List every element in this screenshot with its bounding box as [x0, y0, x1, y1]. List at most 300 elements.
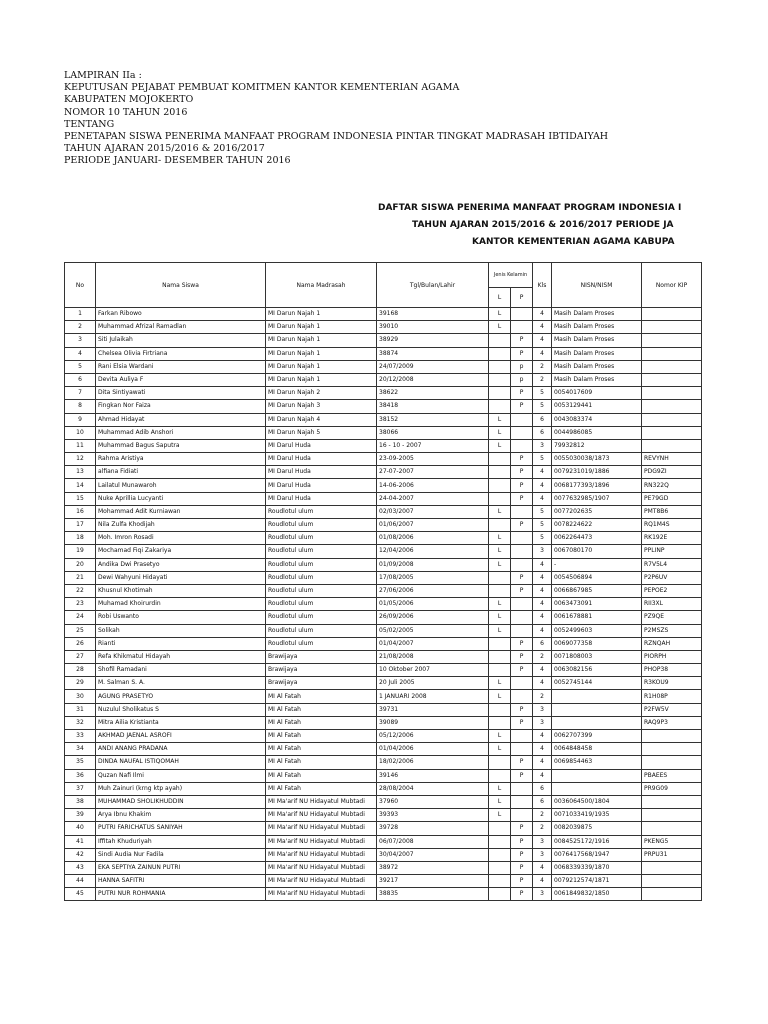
cell-p: p [511, 373, 533, 386]
title-line-2: TAHUN AJARAN 2015/2016 & 2016/2017 PERIODE JA [412, 220, 674, 230]
cell-tgl-lahir: 12/04/2006 [377, 545, 489, 558]
cell-p [511, 690, 533, 703]
cell-nama-siswa: Chelsea Olivia Firtriana [96, 347, 266, 360]
table-row [65, 861, 702, 874]
header-line: KABUPATEN MOJOKERTO [64, 94, 194, 106]
cell-nama-madrasah: Roudlotul ulum [266, 545, 377, 558]
cell-nisn: 0077202635 [552, 505, 642, 518]
cell-p: p [511, 360, 533, 373]
cell-no: 25 [65, 624, 96, 637]
table-row [65, 308, 702, 321]
cell-nama-siswa: Ahmad Hidayat [96, 413, 266, 426]
cell-no: 38 [65, 795, 96, 808]
cell-kip [642, 888, 702, 901]
cell-nisn: 0068177393/1896 [552, 479, 642, 492]
cell-l: L [489, 505, 511, 518]
cell-kip [642, 347, 702, 360]
cell-nama-siswa: Moh. Imron Rosadi [96, 532, 266, 545]
cell-no: 23 [65, 598, 96, 611]
cell-kip: PR9G09 [642, 782, 702, 795]
cell-kls: 4 [533, 743, 552, 756]
cell-tgl-lahir: 39731 [377, 703, 489, 716]
cell-nama-madrasah: Roudlotul ulum [266, 611, 377, 624]
cell-nisn: Masih Dalam Proses [552, 360, 642, 373]
cell-kip [642, 795, 702, 808]
cell-kip: RZNQAH [642, 637, 702, 650]
cell-nama-siswa: Nuzulul Sholikatus S [96, 703, 266, 716]
cell-nama-siswa: Devita Auliya F [96, 373, 266, 386]
header-line: LAMPIRAN IIa : [64, 70, 142, 81]
cell-kls: 4 [533, 479, 552, 492]
cell-nama-siswa: Arya Ibnu Khakim [96, 809, 266, 822]
cell-nisn: 0071033419/1935 [552, 809, 642, 822]
header-line: TAHUN AJARAN 2015/2016 & 2016/2017 [64, 143, 265, 155]
cell-l [489, 650, 511, 663]
cell-kip [642, 321, 702, 334]
cell-kip: R7V5L4 [642, 558, 702, 571]
cell-p [511, 611, 533, 624]
header-line: NOMOR 10 TAHUN 2016 [64, 106, 188, 118]
cell-no: 36 [65, 769, 96, 782]
cell-tgl-lahir: 01/04/2006 [377, 743, 489, 756]
cell-kls: 3 [533, 835, 552, 848]
cell-nama-madrasah: MI Darun Najah 4 [266, 413, 377, 426]
cell-nisn: 0084525172/1916 [552, 835, 642, 848]
cell-nama-madrasah: MI Al Fatah [266, 730, 377, 743]
cell-nisn: Masih Dalam Proses [552, 373, 642, 386]
cell-l [489, 835, 511, 848]
cell-no: 33 [65, 730, 96, 743]
cell-p: P [511, 519, 533, 532]
cell-nama-siswa: alfiana Fidiati [96, 466, 266, 479]
cell-nama-siswa: EKA SEPTIYA ZAINUN PUTRI [96, 861, 266, 874]
cell-kip [642, 373, 702, 386]
header-line: PENETAPAN SISWA PENERIMA MANFAAT PROGRAM INDONESIA PINTAR TINGKAT MADRASAH IBTIDAIYAH [64, 130, 609, 142]
table-row [65, 453, 702, 466]
cell-p [511, 782, 533, 795]
cell-p [511, 532, 533, 545]
cell-l [489, 848, 511, 861]
cell-p [511, 439, 533, 452]
cell-kls: 4 [533, 321, 552, 334]
cell-tgl-lahir: 38972 [377, 861, 489, 874]
cell-nama-madrasah: MI Al Fatah [266, 782, 377, 795]
table-row [65, 558, 702, 571]
cell-nama-madrasah: MI Darun Najah 1 [266, 360, 377, 373]
cell-nama-siswa: Refa Khikmatul Hidayah [96, 650, 266, 663]
cell-nisn: 0068339339/1870 [552, 861, 642, 874]
cell-kip: PBAEES [642, 769, 702, 782]
cell-nama-madrasah: MI Darun Najah 1 [266, 373, 377, 386]
cell-nisn: 0079212574/1871 [552, 875, 642, 888]
cell-kls: 2 [533, 360, 552, 373]
cell-p: P [511, 492, 533, 505]
cell-kls: 3 [533, 545, 552, 558]
cell-nisn: 0078224622 [552, 519, 642, 532]
cell-l [489, 861, 511, 874]
cell-nisn: 0063082156 [552, 664, 642, 677]
cell-tgl-lahir: 23-09-2005 [377, 453, 489, 466]
cell-nisn: 0036064500/1804 [552, 795, 642, 808]
cell-nama-siswa: Mitra Ailia Kristianta [96, 716, 266, 729]
cell-kip: RII3XL [642, 598, 702, 611]
cell-kip: PKENG5 [642, 835, 702, 848]
cell-p: P [511, 835, 533, 848]
cell-p: P [511, 479, 533, 492]
cell-nama-madrasah: MI Al Fatah [266, 703, 377, 716]
cell-l [489, 334, 511, 347]
cell-l [489, 492, 511, 505]
cell-no: 43 [65, 861, 96, 874]
header-nama-siswa: Nama Siswa [96, 263, 266, 308]
cell-nisn: 0061849832/1850 [552, 888, 642, 901]
cell-no: 18 [65, 532, 96, 545]
cell-nama-siswa: Quzan Nafi Ilmi [96, 769, 266, 782]
cell-p: P [511, 756, 533, 769]
cell-p: P [511, 387, 533, 400]
cell-tgl-lahir: 24-04-2007 [377, 492, 489, 505]
cell-kls: 2 [533, 690, 552, 703]
cell-no: 21 [65, 571, 96, 584]
cell-nisn: Masih Dalam Proses [552, 347, 642, 360]
cell-p [511, 743, 533, 756]
cell-l [489, 519, 511, 532]
cell-nama-madrasah: MI Darun Najah 1 [266, 334, 377, 347]
cell-no: 27 [65, 650, 96, 663]
cell-nama-siswa: ANDI ANANG PRADANA [96, 743, 266, 756]
cell-kls: 3 [533, 716, 552, 729]
table-row [65, 822, 702, 835]
cell-l: L [489, 782, 511, 795]
table-row [65, 387, 702, 400]
cell-nama-madrasah: MI Ma'arif NU Hidayatul Mubtadi [266, 875, 377, 888]
cell-no: 12 [65, 453, 96, 466]
cell-l [489, 875, 511, 888]
cell-nama-madrasah: MI Darun Najah 1 [266, 321, 377, 334]
cell-kip: RAQ9P3 [642, 716, 702, 729]
cell-nama-madrasah: Roudlotul ulum [266, 558, 377, 571]
cell-kip [642, 387, 702, 400]
cell-tgl-lahir: 39010 [377, 321, 489, 334]
cell-nama-madrasah: MI Darun Najah 1 [266, 347, 377, 360]
cell-kip [642, 400, 702, 413]
cell-p [511, 677, 533, 690]
table-title [368, 200, 768, 251]
cell-l: L [489, 426, 511, 439]
cell-no: 35 [65, 756, 96, 769]
cell-nisn [552, 769, 642, 782]
cell-l [489, 716, 511, 729]
cell-kip: P2P6UV [642, 571, 702, 584]
cell-nama-siswa: Dewi Wahyuni Hidayati [96, 571, 266, 584]
cell-no: 45 [65, 888, 96, 901]
cell-l: L [489, 677, 511, 690]
cell-no: 39 [65, 809, 96, 822]
cell-nisn [552, 782, 642, 795]
cell-tgl-lahir: 38418 [377, 400, 489, 413]
cell-kip: RN322Q [642, 479, 702, 492]
cell-tgl-lahir: 39146 [377, 769, 489, 782]
cell-nisn: 0082039875 [552, 822, 642, 835]
cell-p [511, 795, 533, 808]
cell-kls: 6 [533, 426, 552, 439]
cell-p [511, 809, 533, 822]
cell-kip [642, 822, 702, 835]
table-row [65, 439, 702, 452]
cell-p: P [511, 769, 533, 782]
cell-tgl-lahir: 27-07-2007 [377, 466, 489, 479]
cell-kls: 6 [533, 413, 552, 426]
table-row [65, 334, 702, 347]
cell-no: 17 [65, 519, 96, 532]
cell-kls: 4 [533, 624, 552, 637]
cell-kls: 4 [533, 308, 552, 321]
cell-nama-siswa: Fingkan Nor Faiza [96, 400, 266, 413]
cell-l [489, 479, 511, 492]
table-row [65, 637, 702, 650]
cell-nama-siswa: Mochamad Fiqi Zakariya [96, 545, 266, 558]
cell-no: 19 [65, 545, 96, 558]
cell-no: 37 [65, 782, 96, 795]
table-row [65, 875, 702, 888]
cell-l [489, 637, 511, 650]
cell-nama-siswa: Muhammad Bagus Saputra [96, 439, 266, 452]
cell-kls: 5 [533, 532, 552, 545]
cell-nama-madrasah: Brawijaya [266, 664, 377, 677]
cell-p: P [511, 637, 533, 650]
cell-kip [642, 875, 702, 888]
cell-no: 22 [65, 584, 96, 597]
cell-nisn: 0053129441 [552, 400, 642, 413]
cell-tgl-lahir: 24/07/2009 [377, 360, 489, 373]
cell-nama-siswa: Nuke Aprillia Lucyanti [96, 492, 266, 505]
cell-nama-madrasah: Roudlotul ulum [266, 532, 377, 545]
cell-l: L [489, 439, 511, 452]
cell-tgl-lahir: 16 - 10 - 2007 [377, 439, 489, 452]
cell-kip [642, 413, 702, 426]
cell-no: 15 [65, 492, 96, 505]
cell-p [511, 730, 533, 743]
cell-nama-madrasah: Roudlotul ulum [266, 598, 377, 611]
table-row [65, 782, 702, 795]
cell-nama-siswa: Mohammad Adit Kurniawan [96, 505, 266, 518]
cell-p: P [511, 875, 533, 888]
cell-l: L [489, 743, 511, 756]
cell-no: 31 [65, 703, 96, 716]
cell-nama-siswa: Solikah [96, 624, 266, 637]
cell-nisn [552, 703, 642, 716]
cell-p: P [511, 347, 533, 360]
cell-nama-madrasah: Brawijaya [266, 650, 377, 663]
header-p: P [511, 288, 533, 308]
cell-l [489, 584, 511, 597]
cell-nisn: 0069854463 [552, 756, 642, 769]
cell-tgl-lahir: 38929 [377, 334, 489, 347]
cell-nisn: 0043083374 [552, 413, 642, 426]
cell-l [489, 664, 511, 677]
cell-nama-siswa: Muhammad Adib Anshori [96, 426, 266, 439]
cell-no: 28 [65, 664, 96, 677]
cell-tgl-lahir: 20 Juli 2005 [377, 677, 489, 690]
cell-nama-siswa: AGUNG PRASETYO [96, 690, 266, 703]
table-row [65, 400, 702, 413]
cell-nama-madrasah: MI Ma'arif NU Hidayatul Mubtadi [266, 795, 377, 808]
cell-no: 2 [65, 321, 96, 334]
cell-nama-madrasah: Roudlotul ulum [266, 624, 377, 637]
cell-kls: 5 [533, 387, 552, 400]
cell-nisn: 79932812 [552, 439, 642, 452]
table-row [65, 848, 702, 861]
cell-kls: 3 [533, 439, 552, 452]
cell-kls: 4 [533, 730, 552, 743]
cell-nama-siswa: Farkan Ribowo [96, 308, 266, 321]
cell-nama-siswa: Siti Julaikah [96, 334, 266, 347]
cell-tgl-lahir: 39393 [377, 809, 489, 822]
table-row [65, 769, 702, 782]
cell-nisn: 0069077358 [552, 637, 642, 650]
cell-l [489, 822, 511, 835]
cell-tgl-lahir: 01/04/2007 [377, 637, 489, 650]
cell-no: 3 [65, 334, 96, 347]
cell-nama-siswa: Dita Sintiyawati [96, 387, 266, 400]
cell-tgl-lahir: 10 Oktober 2007 [377, 664, 489, 677]
cell-nama-siswa: Nila Zulfa Khodijah [96, 519, 266, 532]
cell-no: 34 [65, 743, 96, 756]
cell-nisn: 0061678881 [552, 611, 642, 624]
cell-nama-madrasah: Roudlotul ulum [266, 571, 377, 584]
cell-p [511, 426, 533, 439]
cell-tgl-lahir: 38874 [377, 347, 489, 360]
cell-tgl-lahir: 21/08/2008 [377, 650, 489, 663]
cell-kls: 4 [533, 571, 552, 584]
cell-kip: P2FW5V [642, 703, 702, 716]
cell-kls: 4 [533, 584, 552, 597]
cell-kip [642, 439, 702, 452]
cell-l: L [489, 413, 511, 426]
cell-no: 6 [65, 373, 96, 386]
table-row [65, 479, 702, 492]
table-row [65, 835, 702, 848]
student-table [64, 262, 702, 901]
cell-nama-madrasah: MI Darul Huda [266, 453, 377, 466]
cell-p [511, 624, 533, 637]
cell-nama-madrasah: MI Al Fatah [266, 690, 377, 703]
cell-no: 41 [65, 835, 96, 848]
cell-no: 30 [65, 690, 96, 703]
table-row [65, 677, 702, 690]
cell-nama-madrasah: MI Al Fatah [266, 769, 377, 782]
cell-nama-siswa: Robi Uswanto [96, 611, 266, 624]
cell-kls: 4 [533, 598, 552, 611]
cell-nama-madrasah: Roudlotul ulum [266, 505, 377, 518]
cell-tgl-lahir: 38835 [377, 888, 489, 901]
cell-nama-madrasah: MI Ma'arif NU Hidayatul Mubtadi [266, 861, 377, 874]
cell-tgl-lahir: 28/08/2004 [377, 782, 489, 795]
cell-nama-siswa: Muhammad Afrizal Ramadlan [96, 321, 266, 334]
cell-no: 40 [65, 822, 96, 835]
cell-no: 11 [65, 439, 96, 452]
cell-no: 44 [65, 875, 96, 888]
cell-nisn: 0064848458 [552, 743, 642, 756]
cell-kip: R1H08P [642, 690, 702, 703]
cell-tgl-lahir: 39728 [377, 822, 489, 835]
cell-kip [642, 308, 702, 321]
table-row [65, 743, 702, 756]
cell-p: P [511, 650, 533, 663]
cell-nisn: 0067080170 [552, 545, 642, 558]
cell-kip: RK192E [642, 532, 702, 545]
cell-nama-siswa: Andika Dwi Prasetyo [96, 558, 266, 571]
cell-nisn: 0062707399 [552, 730, 642, 743]
cell-kls: 2 [533, 650, 552, 663]
cell-tgl-lahir: 39089 [377, 716, 489, 729]
header-jenis-kelamin: Jenis Kelamin [489, 263, 533, 288]
cell-tgl-lahir: 26/09/2006 [377, 611, 489, 624]
table-row [65, 664, 702, 677]
cell-nama-madrasah: MI Al Fatah [266, 756, 377, 769]
cell-kip: PDG9ZI [642, 466, 702, 479]
cell-tgl-lahir: 38152 [377, 413, 489, 426]
table-row [65, 519, 702, 532]
cell-no: 1 [65, 308, 96, 321]
header-kls: Kls [533, 263, 552, 308]
cell-l [489, 453, 511, 466]
cell-kip: PHOP38 [642, 664, 702, 677]
cell-kip [642, 809, 702, 822]
cell-p: P [511, 888, 533, 901]
cell-kls: 4 [533, 769, 552, 782]
cell-p [511, 321, 533, 334]
cell-nama-madrasah: MI Darul Huda [266, 492, 377, 505]
table-row [65, 650, 702, 663]
cell-nama-madrasah: Brawijaya [266, 677, 377, 690]
cell-nisn: 0044986085 [552, 426, 642, 439]
cell-nama-siswa: Rahma Aristiya [96, 453, 266, 466]
cell-kip: PE79GD [642, 492, 702, 505]
table-row [65, 492, 702, 505]
cell-l: L [489, 624, 511, 637]
table-row [65, 703, 702, 716]
cell-kip: PRPU31 [642, 848, 702, 861]
cell-nisn: 0071808003 [552, 650, 642, 663]
cell-nama-siswa: Muhamad Khoirurdin [96, 598, 266, 611]
cell-nama-siswa: AKHMAD JAENAL ASROFI [96, 730, 266, 743]
table-row [65, 426, 702, 439]
cell-l [489, 769, 511, 782]
cell-kls: 2 [533, 809, 552, 822]
cell-kls: 6 [533, 795, 552, 808]
cell-nama-siswa: Khusnul Khotimah [96, 584, 266, 597]
cell-nama-madrasah: MI Darun Najah 2 [266, 387, 377, 400]
cell-kls: 6 [533, 637, 552, 650]
table-row [65, 690, 702, 703]
cell-tgl-lahir: 05/02/2005 [377, 624, 489, 637]
cell-l [489, 466, 511, 479]
cell-no: 16 [65, 505, 96, 518]
cell-l [489, 387, 511, 400]
cell-nisn: 0055030038/1873 [552, 453, 642, 466]
cell-nisn: 0066867985 [552, 584, 642, 597]
cell-kip [642, 426, 702, 439]
cell-nama-siswa: MUHAMMAD SHOLIKHUDDIN [96, 795, 266, 808]
cell-no: 20 [65, 558, 96, 571]
cell-kls: 4 [533, 466, 552, 479]
cell-kip: PZ9QE [642, 611, 702, 624]
cell-l [489, 360, 511, 373]
cell-p: P [511, 848, 533, 861]
table-row [65, 532, 702, 545]
cell-p: P [511, 400, 533, 413]
